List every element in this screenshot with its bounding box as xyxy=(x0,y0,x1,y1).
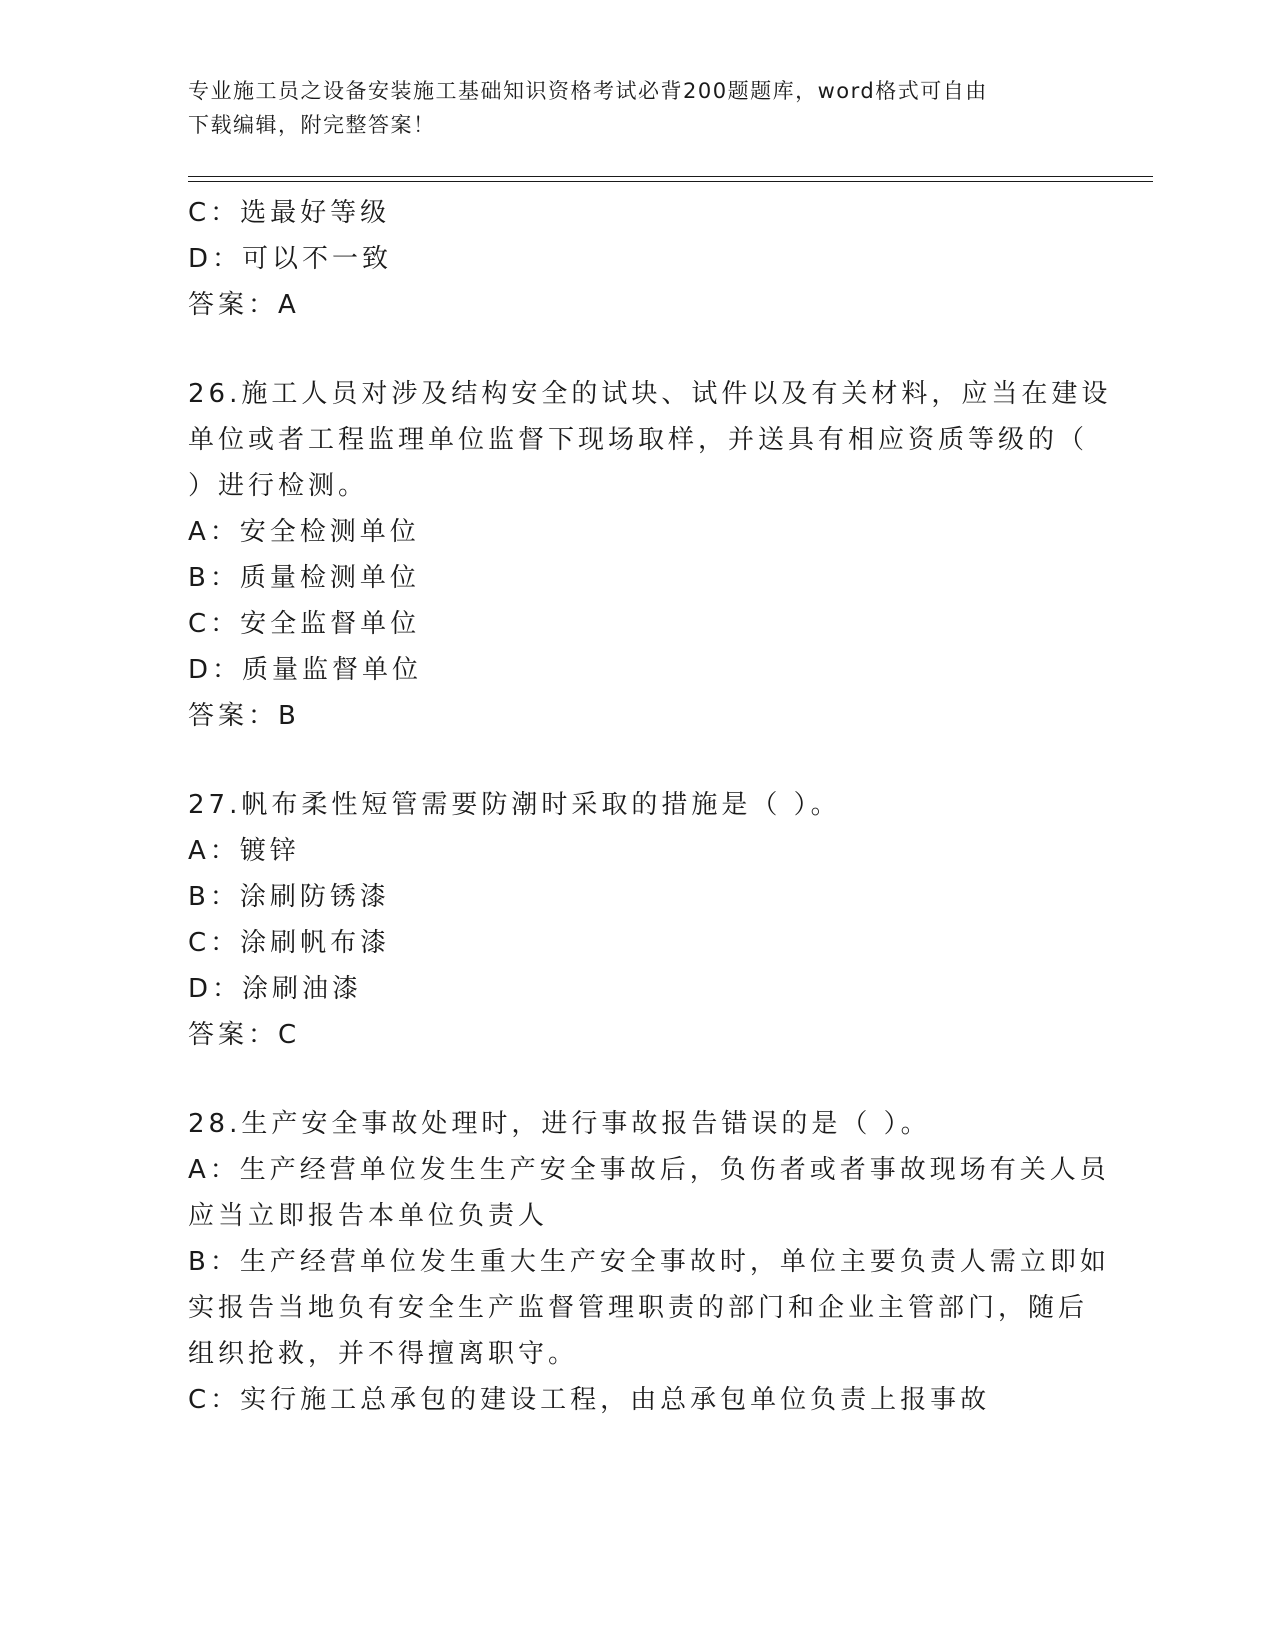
question-text-line: 单位或者工程监理单位监督下现场取样，并送具有相应资质等级的（ xyxy=(188,425,1089,455)
question-list xyxy=(188,190,1112,1423)
question-text-line: 28.生产安全事故处理时，进行事故报告错误的是（ ）。 xyxy=(188,1109,931,1139)
question-text-line: 26.施工人员对涉及结构安全的试块、试件以及有关材料，应当在建设 xyxy=(188,379,1112,409)
answer: 答案：B xyxy=(188,701,300,731)
option-c: C：选最好等级 xyxy=(188,198,391,228)
document-header xyxy=(188,74,1088,142)
header-divider-bottom xyxy=(188,181,1153,182)
question-text-line: 27.帆布柔性短管需要防潮时采取的措施是（ ）。 xyxy=(188,790,841,820)
option-a-continued: 应当立即报告本单位负责人 xyxy=(188,1201,549,1231)
option-c: C：实行施工总承包的建设工程，由总承包单位负责上报事故 xyxy=(188,1385,991,1415)
option-b: B：涂刷防锈漆 xyxy=(188,882,390,912)
header-line-2: 下载编辑，附完整答案！ xyxy=(188,113,436,137)
option-b-continued: 实报告当地负有安全生产监督管理职责的部门和企业主管部门，随后 xyxy=(188,1293,1089,1323)
question-text-line: ）进行检测。 xyxy=(188,471,369,501)
option-c: C：涂刷帆布漆 xyxy=(188,928,391,958)
option-b-continued: 组织抢救，并不得擅离职守。 xyxy=(188,1339,579,1369)
question-27 xyxy=(188,782,1068,1058)
option-d: D：质量监督单位 xyxy=(188,655,423,685)
question-gap xyxy=(188,739,1068,782)
question-25-tail xyxy=(188,190,1068,328)
header-line-1: 专业施工员之设备安装施工基础知识资格考试必背200题题库，word格式可自由 xyxy=(188,79,988,103)
option-d: D：可以不一致 xyxy=(188,244,393,274)
answer: 答案：A xyxy=(188,290,300,320)
question-gap xyxy=(188,1058,1068,1101)
answer: 答案：C xyxy=(188,1020,301,1050)
option-a: A：生产经营单位发生生产安全事故后，负伤者或者事故现场有关人员 xyxy=(188,1155,1110,1185)
option-b: B：质量检测单位 xyxy=(188,563,420,593)
question-28 xyxy=(188,1101,1110,1423)
option-d: D：涂刷油漆 xyxy=(188,974,363,1004)
question-26 xyxy=(188,371,1112,739)
option-b: B：生产经营单位发生重大生产安全事故时，单位主要负责人需立即如 xyxy=(188,1247,1110,1277)
option-a: A：镀锌 xyxy=(188,836,300,866)
question-gap xyxy=(188,328,1068,371)
option-c: C：安全监督单位 xyxy=(188,609,421,639)
header-divider-top xyxy=(188,176,1153,177)
option-a: A：安全检测单位 xyxy=(188,517,420,547)
